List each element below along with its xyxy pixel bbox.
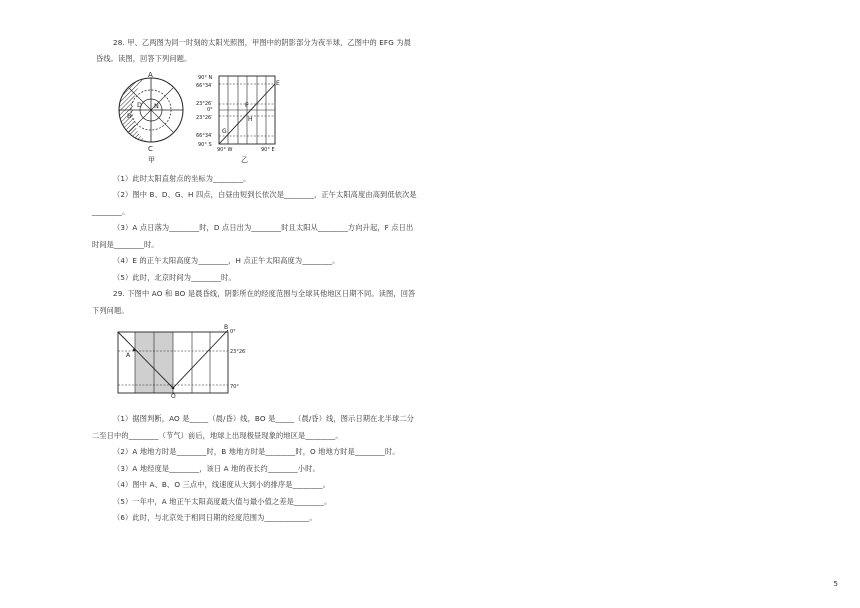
lat-label: 66°34′	[196, 83, 213, 89]
lat-label: 70°	[230, 384, 239, 390]
label-D: D	[137, 101, 143, 109]
label-A: A	[126, 352, 131, 359]
lat-label: 90° N	[198, 75, 213, 81]
q28-sub3-line1: （3）A 点日落为________时，D 点日出为________时且太阳从________方向升起，F 点日出	[113, 223, 414, 232]
q28-sub1: （1）此时太阳直射点的坐标为________。	[113, 174, 251, 183]
label-B: B	[224, 324, 229, 331]
q29-intro-line2: 下列问题。	[92, 306, 129, 315]
terminator-BO	[173, 330, 228, 388]
label-C: C	[148, 145, 153, 153]
lon-label: 90° E	[261, 147, 275, 153]
figure-jia	[105, 70, 195, 166]
label-E: E	[276, 80, 280, 87]
lat-label: 23°26′	[230, 349, 247, 355]
lon-label: 90° W	[217, 147, 233, 153]
lat-label: 0°	[230, 329, 236, 335]
caption-yi: 乙	[241, 156, 248, 164]
q28-sub3-line2: 时间是________时。	[92, 240, 159, 249]
q29-sub1-line2: 二至日中的________（节气）前后，地球上出现极昼现象的地区是________。	[92, 431, 343, 440]
q29-sub1-line1: （1）据图判断，AO 是_____（晨/昏）线，BO 是_____（晨/昏）线，图示日期在北半球二分	[113, 414, 415, 423]
lat-label: 66°34′	[196, 133, 213, 139]
q28-sub2-line1: （2）图中 B、D、G、H 四点，白昼由短到长依次是________，正午太阳高度由高到低依次是	[113, 190, 417, 199]
label-F: F	[245, 102, 249, 109]
q29-sub6: （6）此时，与北京处于相同日期的经度范围为____________。	[113, 513, 317, 522]
lat-label: 23°26′	[196, 115, 213, 121]
q28-sub4: （4）E 的正午太阳高度为________，H 点正午太阳高度为________。	[113, 256, 340, 265]
figure-yi	[195, 70, 285, 166]
q29-sub2: （2）A 地地方时是________时，B 地地方时是________时，O 地地方时是________时。	[113, 447, 400, 456]
q28-sub2-line2: ________。	[92, 207, 130, 216]
q29-sub4: （4）图中 A、B、O 三点中，线速度从大到小的排序是________。	[113, 480, 330, 489]
q28-intro-line1: 28. 甲、乙两图为同一时刻的太阳光照图，甲图中的阴影部分为夜半球，乙图中的 EFG 为晨	[113, 38, 412, 47]
q29-intro-line1: 29. 下图中 AO 和 BO 是晨昏线，阴影所在的经度范围与全球其他地区日期不同。读图，回答	[113, 289, 416, 298]
lat-label: 0°	[207, 107, 213, 113]
lat-label: 90° S	[198, 142, 212, 148]
label-B: B	[127, 112, 132, 120]
figure-q29	[112, 322, 252, 400]
page-number: 5	[833, 580, 838, 588]
label-A: A	[148, 71, 153, 79]
caption-jia: 甲	[148, 156, 155, 164]
q28-sub5: （5）此时，北京时间为________时。	[113, 273, 236, 282]
q28-intro-line2: 昏线。读图，回答下列问题。	[96, 54, 192, 63]
q29-sub3: （3）A 地经度是________，该日 A 地的夜长约________小时。	[113, 464, 320, 473]
label-G: G	[222, 128, 227, 135]
label-O: O	[171, 393, 176, 400]
label-H: H	[248, 116, 253, 123]
label-N: N	[154, 102, 159, 110]
lat-label: 23°26′	[196, 101, 213, 107]
q29-sub5: （5）一年中，A 地正午太阳高度最大值与最小值之差是________。	[113, 497, 332, 506]
